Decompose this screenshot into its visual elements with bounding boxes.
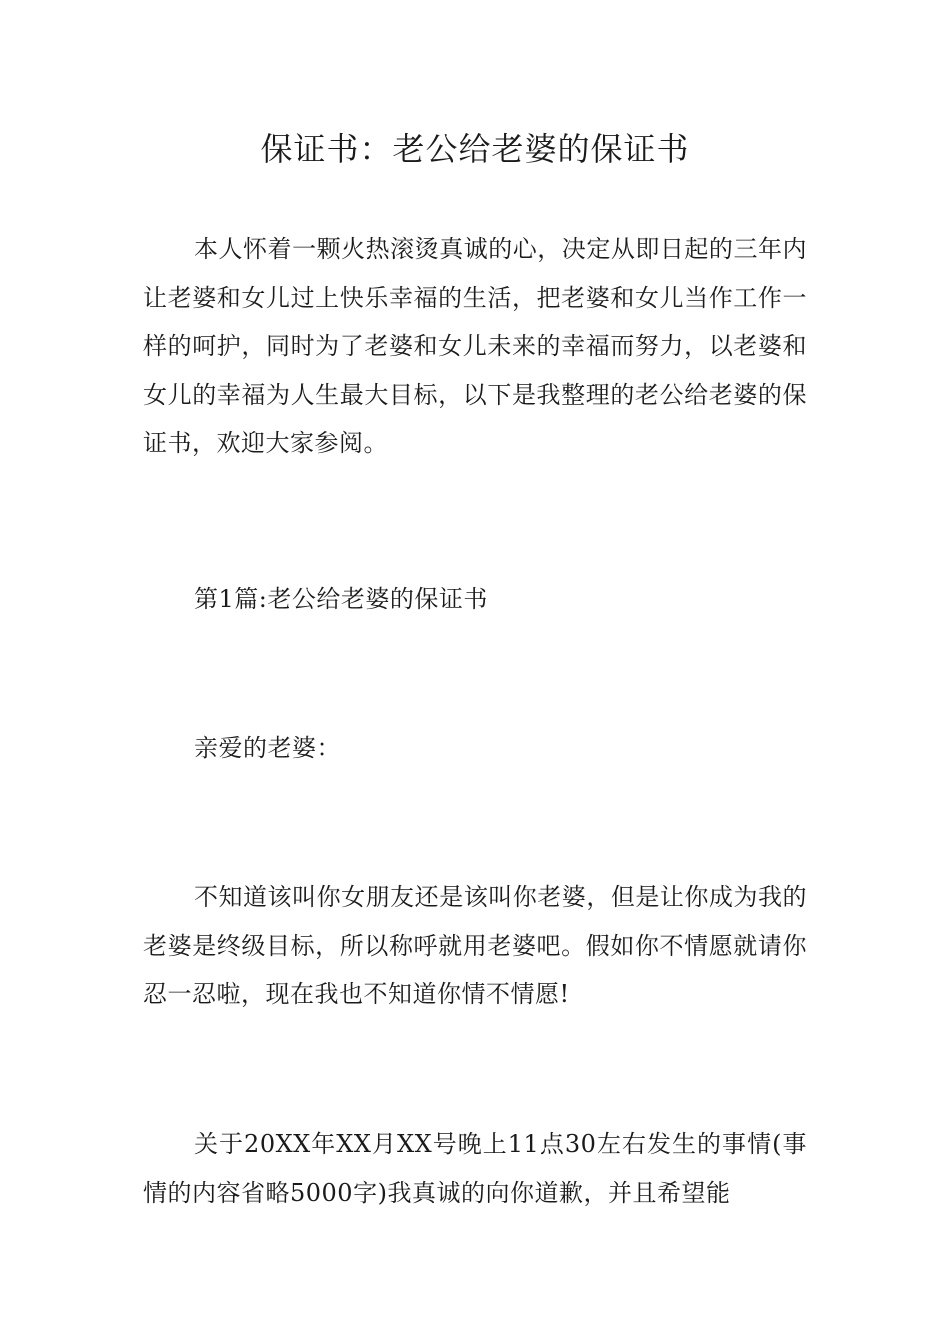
body-paragraph: 不知道该叫你女朋友还是该叫你老婆，但是让你成为我的老婆是终级目标，所以称呼就用老婆吧。假如你不情愿就请你忍一忍啦，现在我也不知道你情不情愿! (143, 883, 807, 1008)
intro-paragraph: 本人怀着一颗火热滚烫真诚的心，决定从即日起的三年内让老婆和女儿过上快乐幸福的生活，把老婆和女儿当作工作一样的呵护，同时为了老婆和女儿未来的幸福而努力，以老婆和女儿的幸福为人生最大目标，以下是我整理的老公给老婆的保证书，欢迎大家参阅。 (143, 235, 807, 457)
salutation: 亲爱的老婆： (194, 734, 341, 762)
section-heading: 第1篇:老公给老婆的保证书 (194, 585, 488, 613)
body-paragraph: 关于20XX年XX月XX号晚上11点30左右发生的事情(事情的内容省略5000字)我真诚的向你道歉，并且希望能 (143, 1130, 807, 1207)
document-title: 保证书：老公给老婆的保证书 (260, 130, 690, 168)
